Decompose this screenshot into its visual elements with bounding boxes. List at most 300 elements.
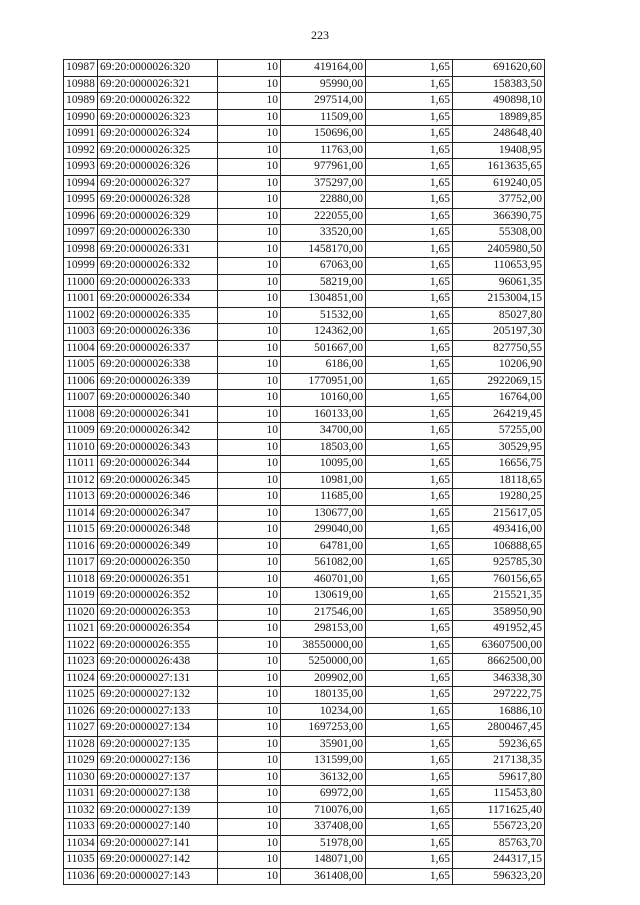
cadastral-number: 69:20:0000026:351	[98, 571, 218, 588]
total-value: 55308,00	[453, 225, 545, 242]
table-body	[64, 60, 545, 885]
total-value: 37752,00	[453, 192, 545, 209]
cadastral-number: 69:20:0000027:140	[98, 819, 218, 836]
cadastral-number: 69:20:0000026:324	[98, 126, 218, 143]
rate-value: 10	[218, 835, 281, 852]
cadastral-value: 131599,00	[281, 753, 366, 770]
cadastral-value: 1697253,00	[281, 720, 366, 737]
total-value: 264219,45	[453, 406, 545, 423]
coefficient-value: 1,65	[366, 93, 453, 110]
cadastral-value: 69972,00	[281, 786, 366, 803]
coefficient-value: 1,65	[366, 687, 453, 704]
table-row	[64, 555, 545, 572]
rate-value: 10	[218, 241, 281, 258]
coefficient-value: 1,65	[366, 571, 453, 588]
cadastral-value: 1458170,00	[281, 241, 366, 258]
cadastral-number: 69:20:0000027:141	[98, 835, 218, 852]
table-row	[64, 538, 545, 555]
cadastral-number: 69:20:0000026:350	[98, 555, 218, 572]
total-value: 2800467,45	[453, 720, 545, 737]
rate-value: 10	[218, 687, 281, 704]
cadastral-number: 69:20:0000026:333	[98, 274, 218, 291]
table-row	[64, 423, 545, 440]
cadastral-value: 35901,00	[281, 736, 366, 753]
table-row	[64, 670, 545, 687]
rate-value: 10	[218, 307, 281, 324]
row-number: 11034	[64, 835, 98, 852]
rate-value: 10	[218, 93, 281, 110]
rate-value: 10	[218, 390, 281, 407]
total-value: 96061,35	[453, 274, 545, 291]
cadastral-value: 11509,00	[281, 109, 366, 126]
row-number: 11029	[64, 753, 98, 770]
coefficient-value: 1,65	[366, 208, 453, 225]
coefficient-value: 1,65	[366, 786, 453, 803]
table-row	[64, 852, 545, 869]
row-number: 11005	[64, 357, 98, 374]
total-value: 215617,05	[453, 505, 545, 522]
coefficient-value: 1,65	[366, 637, 453, 654]
row-number: 10994	[64, 175, 98, 192]
row-number: 10996	[64, 208, 98, 225]
rate-value: 10	[218, 637, 281, 654]
rate-value: 10	[218, 225, 281, 242]
rate-value: 10	[218, 60, 281, 77]
rate-value: 10	[218, 159, 281, 176]
table-row	[64, 126, 545, 143]
table-row	[64, 390, 545, 407]
cadastral-value: 419164,00	[281, 60, 366, 77]
row-number: 10989	[64, 93, 98, 110]
cadastral-number: 69:20:0000026:345	[98, 472, 218, 489]
row-number: 11031	[64, 786, 98, 803]
total-value: 106888,65	[453, 538, 545, 555]
cadastral-number: 69:20:0000026:352	[98, 588, 218, 605]
table-row	[64, 687, 545, 704]
total-value: 1171625,40	[453, 802, 545, 819]
cadastral-value: 217546,00	[281, 604, 366, 621]
table-row	[64, 60, 545, 77]
coefficient-value: 1,65	[366, 357, 453, 374]
coefficient-value: 1,65	[366, 241, 453, 258]
cadastral-number: 69:20:0000026:330	[98, 225, 218, 242]
cadastral-number: 69:20:0000026:338	[98, 357, 218, 374]
total-value: 490898,10	[453, 93, 545, 110]
row-number: 11035	[64, 852, 98, 869]
cadastral-value: 298153,00	[281, 621, 366, 638]
total-value: 10206,90	[453, 357, 545, 374]
total-value: 596323,20	[453, 868, 545, 885]
total-value: 2153004,15	[453, 291, 545, 308]
row-number: 11006	[64, 373, 98, 390]
total-value: 59236,65	[453, 736, 545, 753]
total-value: 217138,35	[453, 753, 545, 770]
table-row	[64, 406, 545, 423]
cadastral-number: 69:20:0000027:135	[98, 736, 218, 753]
rate-value: 10	[218, 769, 281, 786]
total-value: 297222,75	[453, 687, 545, 704]
cadastral-value: 51978,00	[281, 835, 366, 852]
cadastral-number: 69:20:0000026:339	[98, 373, 218, 390]
total-value: 8662500,00	[453, 654, 545, 671]
land-registry-table	[63, 59, 545, 885]
total-value: 59617,80	[453, 769, 545, 786]
rate-value: 10	[218, 423, 281, 440]
cadastral-value: 95990,00	[281, 76, 366, 93]
coefficient-value: 1,65	[366, 489, 453, 506]
cadastral-value: 6186,00	[281, 357, 366, 374]
cadastral-value: 11763,00	[281, 142, 366, 159]
cadastral-value: 150696,00	[281, 126, 366, 143]
cadastral-number: 69:20:0000026:336	[98, 324, 218, 341]
coefficient-value: 1,65	[366, 258, 453, 275]
row-number: 11028	[64, 736, 98, 753]
cadastral-value: 10234,00	[281, 703, 366, 720]
coefficient-value: 1,65	[366, 406, 453, 423]
cadastral-number: 69:20:0000026:325	[98, 142, 218, 159]
cadastral-value: 58219,00	[281, 274, 366, 291]
cadastral-number: 69:20:0000026:332	[98, 258, 218, 275]
coefficient-value: 1,65	[366, 588, 453, 605]
table-row	[64, 258, 545, 275]
coefficient-value: 1,65	[366, 621, 453, 638]
total-value: 158383,50	[453, 76, 545, 93]
cadastral-number: 69:20:0000027:134	[98, 720, 218, 737]
cadastral-value: 460701,00	[281, 571, 366, 588]
row-number: 11036	[64, 868, 98, 885]
cadastral-number: 69:20:0000026:322	[98, 93, 218, 110]
coefficient-value: 1,65	[366, 670, 453, 687]
row-number: 11002	[64, 307, 98, 324]
cadastral-value: 361408,00	[281, 868, 366, 885]
coefficient-value: 1,65	[366, 291, 453, 308]
cadastral-number: 69:20:0000027:133	[98, 703, 218, 720]
rate-value: 10	[218, 753, 281, 770]
total-value: 85763,70	[453, 835, 545, 852]
cadastral-number: 69:20:0000026:355	[98, 637, 218, 654]
table-row	[64, 753, 545, 770]
row-number: 10995	[64, 192, 98, 209]
table-row	[64, 225, 545, 242]
table-row	[64, 489, 545, 506]
cadastral-value: 297514,00	[281, 93, 366, 110]
total-value: 248648,40	[453, 126, 545, 143]
cadastral-value: 51532,00	[281, 307, 366, 324]
total-value: 16656,75	[453, 456, 545, 473]
total-value: 16886,10	[453, 703, 545, 720]
total-value: 1613635,65	[453, 159, 545, 176]
row-number: 11025	[64, 687, 98, 704]
row-number: 11012	[64, 472, 98, 489]
row-number: 10997	[64, 225, 98, 242]
rate-value: 10	[218, 538, 281, 555]
rate-value: 10	[218, 406, 281, 423]
cadastral-number: 69:20:0000027:139	[98, 802, 218, 819]
rate-value: 10	[218, 505, 281, 522]
cadastral-number: 69:20:0000026:328	[98, 192, 218, 209]
rate-value: 10	[218, 291, 281, 308]
cadastral-value: 1304851,00	[281, 291, 366, 308]
cadastral-number: 69:20:0000026:348	[98, 522, 218, 539]
table-row	[64, 291, 545, 308]
rate-value: 10	[218, 555, 281, 572]
cadastral-number: 69:20:0000026:438	[98, 654, 218, 671]
row-number: 10993	[64, 159, 98, 176]
coefficient-value: 1,65	[366, 868, 453, 885]
row-number: 11020	[64, 604, 98, 621]
coefficient-value: 1,65	[366, 142, 453, 159]
cadastral-number: 69:20:0000026:349	[98, 538, 218, 555]
row-number: 11014	[64, 505, 98, 522]
coefficient-value: 1,65	[366, 736, 453, 753]
table-row	[64, 159, 545, 176]
row-number: 11027	[64, 720, 98, 737]
row-number: 11019	[64, 588, 98, 605]
table-row	[64, 373, 545, 390]
table-row	[64, 786, 545, 803]
cadastral-value: 148071,00	[281, 852, 366, 869]
coefficient-value: 1,65	[366, 439, 453, 456]
coefficient-value: 1,65	[366, 159, 453, 176]
cadastral-value: 375297,00	[281, 175, 366, 192]
rate-value: 10	[218, 489, 281, 506]
coefficient-value: 1,65	[366, 274, 453, 291]
row-number: 10991	[64, 126, 98, 143]
row-number: 11008	[64, 406, 98, 423]
rate-value: 10	[218, 175, 281, 192]
total-value: 30529,95	[453, 439, 545, 456]
rate-value: 10	[218, 274, 281, 291]
cadastral-value: 33520,00	[281, 225, 366, 242]
cadastral-number: 69:20:0000027:142	[98, 852, 218, 869]
rate-value: 10	[218, 852, 281, 869]
coefficient-value: 1,65	[366, 538, 453, 555]
row-number: 11011	[64, 456, 98, 473]
coefficient-value: 1,65	[366, 225, 453, 242]
cadastral-value: 561082,00	[281, 555, 366, 572]
rate-value: 10	[218, 670, 281, 687]
coefficient-value: 1,65	[366, 373, 453, 390]
cadastral-number: 69:20:0000026:347	[98, 505, 218, 522]
table-row	[64, 703, 545, 720]
cadastral-value: 299040,00	[281, 522, 366, 539]
rate-value: 10	[218, 109, 281, 126]
total-value: 358950,90	[453, 604, 545, 621]
cadastral-number: 69:20:0000026:321	[98, 76, 218, 93]
rate-value: 10	[218, 703, 281, 720]
coefficient-value: 1,65	[366, 604, 453, 621]
cadastral-number: 69:20:0000026:334	[98, 291, 218, 308]
row-number: 11001	[64, 291, 98, 308]
rate-value: 10	[218, 819, 281, 836]
total-value: 827750,55	[453, 340, 545, 357]
cadastral-number: 69:20:0000027:132	[98, 687, 218, 704]
row-number: 11033	[64, 819, 98, 836]
row-number: 11010	[64, 439, 98, 456]
cadastral-number: 69:20:0000026:329	[98, 208, 218, 225]
total-value: 63607500,00	[453, 637, 545, 654]
coefficient-value: 1,65	[366, 192, 453, 209]
total-value: 19408,95	[453, 142, 545, 159]
total-value: 366390,75	[453, 208, 545, 225]
total-value: 16764,00	[453, 390, 545, 407]
total-value: 205197,30	[453, 324, 545, 341]
table-row	[64, 736, 545, 753]
coefficient-value: 1,65	[366, 175, 453, 192]
table-row	[64, 522, 545, 539]
row-number: 10987	[64, 60, 98, 77]
rate-value: 10	[218, 373, 281, 390]
coefficient-value: 1,65	[366, 753, 453, 770]
total-value: 244317,15	[453, 852, 545, 869]
rate-value: 10	[218, 588, 281, 605]
cadastral-value: 38550000,00	[281, 637, 366, 654]
table-row	[64, 835, 545, 852]
cadastral-value: 124362,00	[281, 324, 366, 341]
row-number: 11022	[64, 637, 98, 654]
total-value: 19280,25	[453, 489, 545, 506]
row-number: 11016	[64, 538, 98, 555]
cadastral-value: 130677,00	[281, 505, 366, 522]
coefficient-value: 1,65	[366, 126, 453, 143]
row-number: 10988	[64, 76, 98, 93]
total-value: 556723,20	[453, 819, 545, 836]
coefficient-value: 1,65	[366, 802, 453, 819]
table-row	[64, 720, 545, 737]
cadastral-number: 69:20:0000026:331	[98, 241, 218, 258]
table-row	[64, 769, 545, 786]
rate-value: 10	[218, 357, 281, 374]
table-row	[64, 819, 545, 836]
cadastral-number: 69:20:0000026:344	[98, 456, 218, 473]
cadastral-value: 977961,00	[281, 159, 366, 176]
total-value: 18989,85	[453, 109, 545, 126]
rate-value: 10	[218, 786, 281, 803]
row-number: 11015	[64, 522, 98, 539]
total-value: 491952,45	[453, 621, 545, 638]
cadastral-value: 180135,00	[281, 687, 366, 704]
table-row	[64, 307, 545, 324]
cadastral-number: 69:20:0000026:353	[98, 604, 218, 621]
table-row	[64, 439, 545, 456]
rate-value: 10	[218, 324, 281, 341]
table-row	[64, 621, 545, 638]
coefficient-value: 1,65	[366, 76, 453, 93]
rate-value: 10	[218, 604, 281, 621]
cadastral-value: 130619,00	[281, 588, 366, 605]
cadastral-number: 69:20:0000026:354	[98, 621, 218, 638]
row-number: 11000	[64, 274, 98, 291]
row-number: 11003	[64, 324, 98, 341]
row-number: 11018	[64, 571, 98, 588]
total-value: 760156,65	[453, 571, 545, 588]
table-row	[64, 208, 545, 225]
table-row	[64, 802, 545, 819]
cadastral-value: 10981,00	[281, 472, 366, 489]
page-number: 223	[311, 28, 329, 42]
coefficient-value: 1,65	[366, 720, 453, 737]
rate-value: 10	[218, 142, 281, 159]
coefficient-value: 1,65	[366, 505, 453, 522]
coefficient-value: 1,65	[366, 472, 453, 489]
rate-value: 10	[218, 472, 281, 489]
row-number: 11030	[64, 769, 98, 786]
table-row	[64, 76, 545, 93]
cadastral-number: 69:20:0000026:340	[98, 390, 218, 407]
cadastral-value: 11685,00	[281, 489, 366, 506]
total-value: 18118,65	[453, 472, 545, 489]
row-number: 11007	[64, 390, 98, 407]
cadastral-number: 69:20:0000027:138	[98, 786, 218, 803]
coefficient-value: 1,65	[366, 109, 453, 126]
cadastral-number: 69:20:0000026:337	[98, 340, 218, 357]
cadastral-number: 69:20:0000027:136	[98, 753, 218, 770]
table-row	[64, 571, 545, 588]
table-row	[64, 109, 545, 126]
cadastral-number: 69:20:0000027:131	[98, 670, 218, 687]
coefficient-value: 1,65	[366, 555, 453, 572]
table-row	[64, 274, 545, 291]
row-number: 10999	[64, 258, 98, 275]
cadastral-number: 69:20:0000026:323	[98, 109, 218, 126]
table-row	[64, 505, 545, 522]
coefficient-value: 1,65	[366, 456, 453, 473]
rate-value: 10	[218, 126, 281, 143]
total-value: 85027,80	[453, 307, 545, 324]
cadastral-value: 501667,00	[281, 340, 366, 357]
cadastral-value: 710076,00	[281, 802, 366, 819]
cadastral-number: 69:20:0000027:143	[98, 868, 218, 885]
total-value: 925785,30	[453, 555, 545, 572]
cadastral-number: 69:20:0000026:342	[98, 423, 218, 440]
table-row	[64, 654, 545, 671]
cadastral-number: 69:20:0000026:327	[98, 175, 218, 192]
table-row	[64, 604, 545, 621]
row-number: 10990	[64, 109, 98, 126]
coefficient-value: 1,65	[366, 307, 453, 324]
row-number: 11021	[64, 621, 98, 638]
coefficient-value: 1,65	[366, 60, 453, 77]
rate-value: 10	[218, 802, 281, 819]
table-row	[64, 637, 545, 654]
row-number: 10998	[64, 241, 98, 258]
row-number: 11032	[64, 802, 98, 819]
rate-value: 10	[218, 208, 281, 225]
cadastral-number: 69:20:0000027:137	[98, 769, 218, 786]
table-row	[64, 472, 545, 489]
row-number: 11026	[64, 703, 98, 720]
cadastral-number: 69:20:0000026:320	[98, 60, 218, 77]
coefficient-value: 1,65	[366, 654, 453, 671]
rate-value: 10	[218, 868, 281, 885]
cadastral-number: 69:20:0000026:346	[98, 489, 218, 506]
table-row	[64, 324, 545, 341]
total-value: 115453,80	[453, 786, 545, 803]
table-row	[64, 340, 545, 357]
row-number: 11017	[64, 555, 98, 572]
rate-value: 10	[218, 621, 281, 638]
row-number: 11024	[64, 670, 98, 687]
table-row	[64, 588, 545, 605]
cadastral-value: 337408,00	[281, 819, 366, 836]
total-value: 215521,35	[453, 588, 545, 605]
rate-value: 10	[218, 456, 281, 473]
table-row	[64, 241, 545, 258]
cadastral-value: 10095,00	[281, 456, 366, 473]
row-number: 11013	[64, 489, 98, 506]
cadastral-number: 69:20:0000026:343	[98, 439, 218, 456]
cadastral-value: 222055,00	[281, 208, 366, 225]
